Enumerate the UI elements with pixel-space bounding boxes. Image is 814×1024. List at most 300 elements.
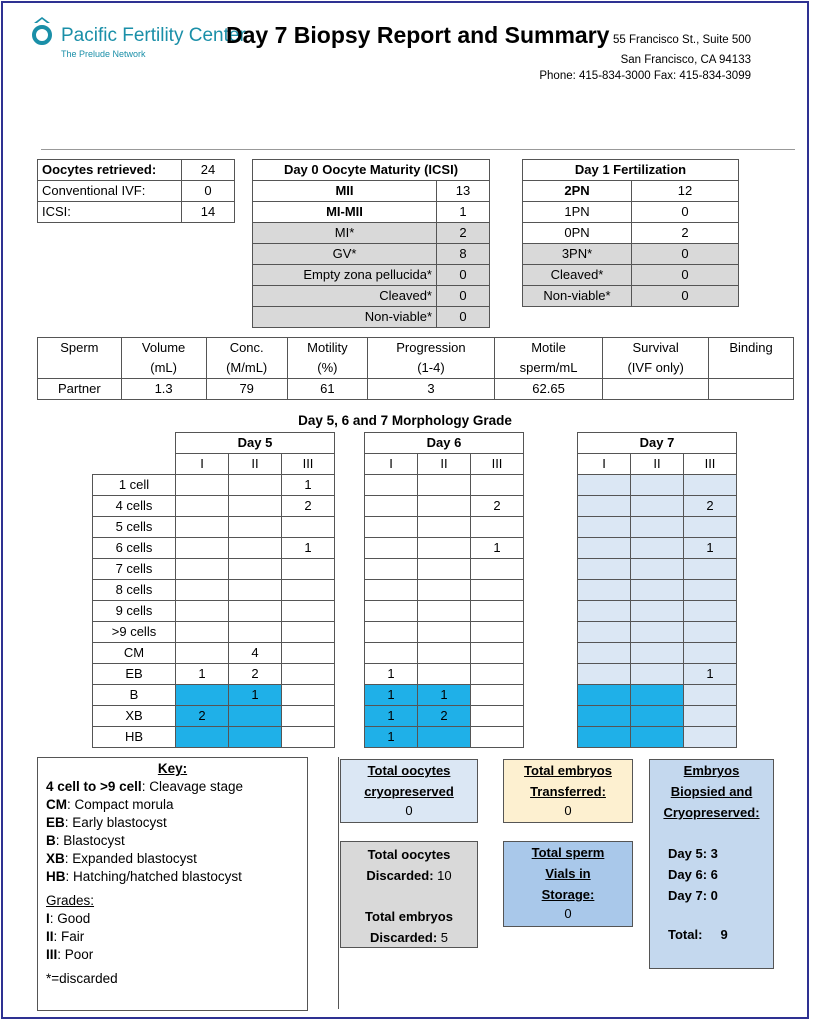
morph-row-label: 5 cells <box>93 517 176 538</box>
morph-cell <box>578 601 631 622</box>
fertilization-value: 2 <box>632 223 739 244</box>
table-row <box>93 622 335 643</box>
morph-cell <box>631 496 684 517</box>
morph-cell <box>631 538 684 559</box>
discarded-embryos-label-1: Total embryos <box>365 909 453 924</box>
morph-cell <box>365 580 418 601</box>
morph-cell <box>282 664 335 685</box>
morph-cell <box>471 706 524 727</box>
maturity-value: 0 <box>437 286 490 307</box>
morph-cell <box>176 727 229 748</box>
sperm-header-unit <box>709 358 794 379</box>
fertilization-label: 2PN <box>523 181 632 202</box>
morph-cell <box>176 622 229 643</box>
fertilization-value: 0 <box>632 202 739 223</box>
morph-day-title: Day 7 <box>578 433 737 454</box>
morph-cell <box>282 559 335 580</box>
morph-cell <box>418 517 471 538</box>
morph-cell <box>631 622 684 643</box>
discarded-oocytes-label-1: Total oocytes <box>367 847 451 862</box>
biopsied-box <box>649 759 774 969</box>
discarded-oocytes-value: 10 <box>437 868 452 883</box>
maturity-value: 1 <box>437 202 490 223</box>
maturity-table <box>252 159 490 328</box>
table-row <box>523 286 739 307</box>
morph-cell <box>578 559 631 580</box>
key-abbr: CM <box>46 797 67 812</box>
maturity-value: 8 <box>437 244 490 265</box>
morph-cell: 2 <box>418 706 471 727</box>
address-line-1: 55 Francisco St., Suite 500 <box>613 34 752 46</box>
key-abbr: XB <box>46 851 65 866</box>
table-row <box>253 307 490 328</box>
table-row <box>365 517 524 538</box>
morph-cell <box>229 622 282 643</box>
morph-cell <box>631 685 684 706</box>
sperm-vials-box <box>503 841 633 927</box>
transferred-box <box>503 759 633 823</box>
morph-row-label: CM <box>93 643 176 664</box>
morph-cell <box>418 727 471 748</box>
morph-cell <box>418 538 471 559</box>
morph-cell <box>684 517 737 538</box>
morph-cell <box>684 706 737 727</box>
morph-cell <box>282 622 335 643</box>
morph-cell: 1 <box>365 706 418 727</box>
table-row <box>93 580 335 601</box>
table-row <box>38 379 794 400</box>
table-row <box>38 338 794 359</box>
morph-row-label: 4 cells <box>93 496 176 517</box>
table-row <box>365 433 524 454</box>
phone-fax: Phone: 415-834-3000 Fax: 415-834-3099 <box>539 70 751 82</box>
table-row <box>523 181 739 202</box>
morph-cell <box>418 496 471 517</box>
morph-cell <box>176 559 229 580</box>
maturity-title: Day 0 Oocyte Maturity (ICSI) <box>253 160 490 181</box>
key-item <box>46 946 299 964</box>
morph-row-label: 6 cells <box>93 538 176 559</box>
maturity-label: Cleaved* <box>253 286 437 307</box>
key-desc: : Cleavage stage <box>141 779 244 794</box>
table-row <box>93 601 335 622</box>
key-abbr: I <box>46 911 50 926</box>
morph-cell: 1 <box>418 685 471 706</box>
key-item <box>46 778 299 796</box>
morph-cell <box>684 685 737 706</box>
sperm-title-3: Storage: <box>541 887 595 902</box>
key-item <box>46 910 299 928</box>
key-title: Key: <box>157 761 188 776</box>
table-row <box>93 475 335 496</box>
table-row <box>253 181 490 202</box>
morph-cell: 2 <box>176 706 229 727</box>
key-item <box>46 868 299 886</box>
morph-cell <box>578 727 631 748</box>
key-abbr: EB <box>46 815 65 830</box>
fertilization-label: 1PN <box>523 202 632 223</box>
morph-cell <box>176 601 229 622</box>
maturity-label: MI-MII <box>253 202 437 223</box>
morph-cell <box>578 643 631 664</box>
morph-grade-header: II <box>418 454 471 475</box>
morph-cell <box>631 475 684 496</box>
table-row <box>578 727 737 748</box>
morph-cell: 1 <box>282 475 335 496</box>
morph-cell <box>471 727 524 748</box>
summary-divider <box>338 757 339 1009</box>
morph-cell <box>176 517 229 538</box>
morph-cell <box>176 538 229 559</box>
table-row <box>523 160 739 181</box>
morph-cell <box>229 727 282 748</box>
fertilization-value: 0 <box>632 244 739 265</box>
key-abbr: 4 cell to >9 cell <box>46 779 142 794</box>
key-desc: : Fair <box>53 929 85 944</box>
key-box <box>37 757 308 1011</box>
sperm-header-unit <box>38 358 122 379</box>
morph-cell <box>176 580 229 601</box>
morphology-day6-table <box>364 432 524 748</box>
table-row <box>365 580 524 601</box>
table-row <box>365 685 524 706</box>
morph-cell <box>631 601 684 622</box>
sperm-value: Partner <box>38 379 122 400</box>
morph-day-title: Day 6 <box>365 433 524 454</box>
table-row <box>93 664 335 685</box>
table-row <box>253 265 490 286</box>
morph-cell <box>282 706 335 727</box>
morph-row-label: 8 cells <box>93 580 176 601</box>
maturity-label: Empty zona pellucida* <box>253 265 437 286</box>
morph-cell <box>365 601 418 622</box>
key-items <box>46 778 299 886</box>
table-row <box>365 643 524 664</box>
sperm-value: 79 <box>206 379 287 400</box>
sperm-table <box>37 337 794 400</box>
table-row <box>365 496 524 517</box>
morph-cell <box>418 601 471 622</box>
cryo-title-2: cryopreserved <box>364 784 454 799</box>
biopsied-total-value: 9 <box>720 927 728 942</box>
discarded-note: *=discarded <box>46 971 118 986</box>
morph-grade-header: III <box>471 454 524 475</box>
morph-cell <box>229 496 282 517</box>
discarded-box <box>340 841 478 948</box>
morph-row-label: 1 cell <box>93 475 176 496</box>
table-row <box>523 223 739 244</box>
morph-cell <box>176 643 229 664</box>
key-desc: : Blastocyst <box>55 833 125 848</box>
morph-cell: 1 <box>229 685 282 706</box>
logo <box>31 15 246 65</box>
icsi-value: 14 <box>182 202 235 223</box>
morph-day-title: Day 5 <box>176 433 335 454</box>
fertilization-label: Cleaved* <box>523 265 632 286</box>
morph-cell <box>471 622 524 643</box>
sperm-header: Sperm <box>38 338 122 359</box>
conventional-ivf-label: Conventional IVF: <box>38 181 182 202</box>
morph-cell <box>684 643 737 664</box>
morph-cell <box>578 664 631 685</box>
morph-grade-header: III <box>282 454 335 475</box>
report-page <box>1 1 809 1019</box>
key-abbr: HB <box>46 869 66 884</box>
sperm-header-unit: (mL) <box>121 358 206 379</box>
morph-cell <box>471 580 524 601</box>
morph-cell <box>578 622 631 643</box>
morph-cell: 1 <box>176 664 229 685</box>
key-desc: : Compact morula <box>67 797 174 812</box>
key-desc: : Good <box>49 911 91 926</box>
maturity-label: GV* <box>253 244 437 265</box>
morph-cell <box>282 580 335 601</box>
morph-cell <box>365 517 418 538</box>
morph-cell: 4 <box>229 643 282 664</box>
morph-cell <box>471 664 524 685</box>
morph-cell <box>418 475 471 496</box>
morph-cell <box>365 538 418 559</box>
key-desc: : Expanded blastocyst <box>64 851 197 866</box>
sperm-header: Motile <box>494 338 602 359</box>
morph-cell <box>578 475 631 496</box>
morph-cell <box>631 727 684 748</box>
morph-cell <box>471 685 524 706</box>
discarded-embryos-label-2: Discarded: <box>369 930 438 945</box>
table-row <box>578 454 737 475</box>
morph-cell <box>176 685 229 706</box>
morph-cell <box>631 559 684 580</box>
table-row <box>38 358 794 379</box>
table-row <box>578 475 737 496</box>
morph-grade-header: II <box>229 454 282 475</box>
morph-cell <box>631 517 684 538</box>
sperm-header: Survival <box>603 338 709 359</box>
morph-row-label: XB <box>93 706 176 727</box>
morph-grade-header: III <box>684 454 737 475</box>
table-row <box>578 622 737 643</box>
table-row <box>253 202 490 223</box>
fertilization-label: Non-viable* <box>523 286 632 307</box>
grade-items <box>46 910 299 964</box>
morph-cell <box>418 664 471 685</box>
morph-cell <box>365 559 418 580</box>
morph-cell <box>418 622 471 643</box>
cryo-oocytes-box <box>340 759 478 823</box>
morph-cell: 1 <box>684 538 737 559</box>
table-row <box>523 265 739 286</box>
table-row <box>578 664 737 685</box>
logo-mark-icon <box>31 15 53 47</box>
morph-cell <box>684 622 737 643</box>
morph-row-label: 7 cells <box>93 559 176 580</box>
morph-cell: 1 <box>365 664 418 685</box>
table-row <box>93 643 335 664</box>
table-row <box>365 454 524 475</box>
table-row <box>365 664 524 685</box>
cryo-title-1: Total oocytes <box>367 763 451 778</box>
morph-row-label: HB <box>93 727 176 748</box>
morph-cell <box>229 580 282 601</box>
morph-cell <box>229 538 282 559</box>
fertilization-title: Day 1 Fertilization <box>523 160 739 181</box>
biopsied-day7: Day 7: 0 <box>668 888 718 903</box>
biopsied-total-label: Total: <box>668 927 703 942</box>
morph-cell <box>578 496 631 517</box>
morph-grade-header: I <box>176 454 229 475</box>
fertilization-label: 3PN* <box>523 244 632 265</box>
sperm-header: Volume <box>121 338 206 359</box>
morph-cell <box>684 727 737 748</box>
table-row <box>578 517 737 538</box>
table-row <box>38 202 235 223</box>
table-row <box>365 601 524 622</box>
morph-cell <box>365 622 418 643</box>
morph-cell: 1 <box>365 685 418 706</box>
table-row <box>93 706 335 727</box>
maturity-label: MI* <box>253 223 437 244</box>
page-title: Day 7 Biopsy Report and Summary <box>226 22 610 48</box>
morph-cell <box>631 580 684 601</box>
morph-cell <box>365 643 418 664</box>
sperm-header: Binding <box>709 338 794 359</box>
table-row <box>253 244 490 265</box>
morph-row-label: 9 cells <box>93 601 176 622</box>
key-desc: : Early blastocyst <box>64 815 167 830</box>
morph-cell <box>418 580 471 601</box>
morph-cell <box>176 475 229 496</box>
key-desc: : Poor <box>57 947 94 962</box>
morphology-day5-table <box>92 432 335 748</box>
maturity-label: MII <box>253 181 437 202</box>
sperm-header: Motility <box>287 338 367 359</box>
morph-cell <box>631 643 684 664</box>
table-row <box>365 538 524 559</box>
morph-cell <box>229 706 282 727</box>
morph-cell <box>365 475 418 496</box>
transferred-title-2: Transferred: <box>530 784 606 799</box>
biopsied-day5: Day 5: 3 <box>668 846 718 861</box>
table-row <box>93 727 335 748</box>
table-row <box>578 559 737 580</box>
morph-cell <box>471 601 524 622</box>
table-row <box>38 181 235 202</box>
table-row <box>578 580 737 601</box>
key-abbr: B <box>46 833 56 848</box>
key-item <box>46 832 299 850</box>
header-divider <box>41 149 795 150</box>
fertilization-value: 12 <box>632 181 739 202</box>
morphology-title: Day 5, 6 and 7 Morphology Grade <box>298 413 512 428</box>
table-row <box>93 454 335 475</box>
table-row <box>93 433 335 454</box>
key-desc: : Hatching/hatched blastocyst <box>65 869 242 884</box>
sperm-header-unit: (1-4) <box>367 358 494 379</box>
table-row <box>365 622 524 643</box>
morph-grade-header: II <box>631 454 684 475</box>
sperm-value: 62.65 <box>494 379 602 400</box>
sperm-header-unit: (M/mL) <box>206 358 287 379</box>
morph-row-label: >9 cells <box>93 622 176 643</box>
fertilization-table <box>522 159 739 307</box>
morph-cell <box>684 601 737 622</box>
table-row <box>578 538 737 559</box>
logo-tagline: The Prelude Network <box>61 49 146 59</box>
morph-cell <box>471 643 524 664</box>
maturity-value: 13 <box>437 181 490 202</box>
sperm-value <box>709 379 794 400</box>
table-row <box>365 727 524 748</box>
morph-cell <box>684 580 737 601</box>
table-row <box>578 433 737 454</box>
sperm-header-unit: sperm/mL <box>494 358 602 379</box>
cryo-value: 0 <box>405 803 413 818</box>
fertilization-label: 0PN <box>523 223 632 244</box>
morph-row-label: EB <box>93 664 176 685</box>
discarded-embryos-value: 5 <box>440 930 449 945</box>
key-item <box>46 796 299 814</box>
sperm-value <box>603 379 709 400</box>
morph-cell <box>578 706 631 727</box>
sperm-header-unit: (%) <box>287 358 367 379</box>
icsi-label: ICSI: <box>38 202 182 223</box>
morph-cell <box>684 475 737 496</box>
key-item <box>46 814 299 832</box>
oocytes-table <box>37 159 235 223</box>
table-row <box>93 496 335 517</box>
conventional-ivf-value: 0 <box>182 181 235 202</box>
biopsied-title-2: Biopsied and <box>670 784 753 799</box>
table-row <box>578 601 737 622</box>
morph-cell <box>229 475 282 496</box>
logo-name: Pacific Fertility Center <box>61 25 246 46</box>
key-item <box>46 928 299 946</box>
morph-cell: 2 <box>282 496 335 517</box>
maturity-label: Non-viable* <box>253 307 437 328</box>
address-line-2: San Francisco, CA 94133 <box>620 54 751 66</box>
morph-cell <box>471 475 524 496</box>
table-row <box>253 286 490 307</box>
table-row <box>93 517 335 538</box>
transferred-value: 0 <box>564 803 572 818</box>
biopsied-title-3: Cryopreserved: <box>663 805 760 820</box>
morph-cell: 1 <box>471 538 524 559</box>
morph-cell <box>282 643 335 664</box>
table-row <box>578 496 737 517</box>
morph-cell <box>418 643 471 664</box>
morph-cell: 1 <box>282 538 335 559</box>
sperm-header-unit: (IVF only) <box>603 358 709 379</box>
sperm-header: Progression <box>367 338 494 359</box>
morph-cell: 2 <box>229 664 282 685</box>
morph-cell <box>578 685 631 706</box>
table-row <box>365 559 524 580</box>
table-row <box>365 706 524 727</box>
table-row <box>365 475 524 496</box>
morph-cell <box>365 496 418 517</box>
maturity-value: 0 <box>437 265 490 286</box>
sperm-title-2: Vials in <box>545 866 591 881</box>
table-row <box>93 685 335 706</box>
morph-cell <box>684 559 737 580</box>
sperm-value: 0 <box>564 906 572 921</box>
morph-cell <box>176 496 229 517</box>
morph-cell <box>418 559 471 580</box>
table-row <box>523 202 739 223</box>
morph-cell <box>578 580 631 601</box>
morph-grade-header: I <box>365 454 418 475</box>
table-row <box>93 538 335 559</box>
